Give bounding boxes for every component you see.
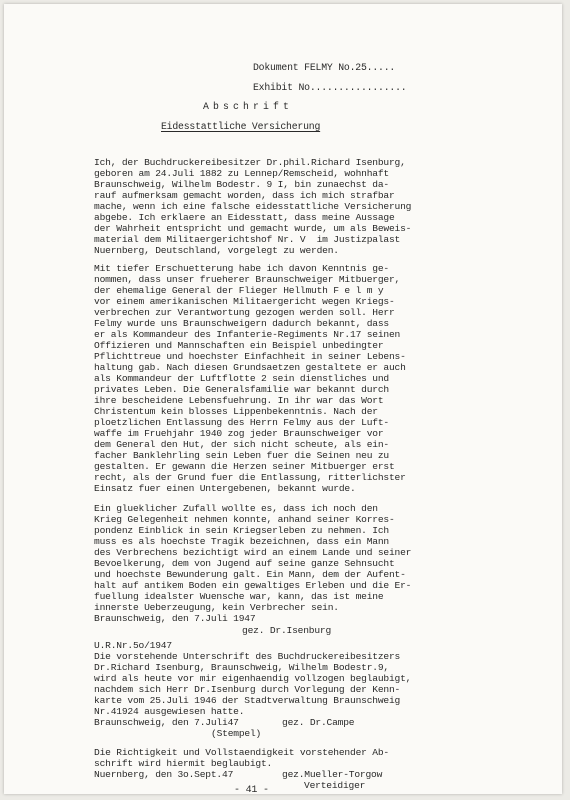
paragraph-line: dem General den Hut, der sich nicht scheute, als ein- — [94, 439, 389, 450]
dokument-fill: ..... — [366, 62, 396, 73]
paragraph-line: als Kommandeur der Luftflotte 2 sein dienstliches und — [94, 373, 389, 384]
paragraph-line: mache, wenn ich eine falsche eidesstattliche Versicherung — [94, 201, 412, 212]
ur-number: U.R.Nr.5o/1947 — [94, 640, 172, 651]
paragraph-line: Ein glueklicher Zufall wollte es, dass ich noch den — [94, 503, 378, 514]
signoff-place-date: Braunschweig, den 7.Juli 1947 — [94, 613, 256, 624]
paragraph-line: Pflichttreue und hoechster Einfachheit in seiner Lebens- — [94, 351, 406, 362]
paragraph-line: nommen, dass unser frueherer Braunschweiger Mitbuerger, — [94, 274, 401, 285]
paragraph-line: ploetzlichen Entlassung des Herrn Felmy aus der Luft- — [94, 417, 389, 428]
document-page — [4, 4, 562, 794]
final-place-date: Nuernberg, den 3o.Sept.47 — [94, 769, 234, 780]
paragraph-line: Felmy wurde uns Braunschweigern dadurch bekannt, dass — [94, 318, 389, 329]
final-signature: gez.Mueller-Torgow — [282, 769, 383, 780]
paragraph-line: vor einem amerikanischen Militaergericht wegen Kriegs- — [94, 296, 395, 307]
exhibit-fill: ................ — [315, 82, 407, 93]
paragraph-line: er als Kommandeur des Infanterie-Regiments Nr.17 seinen — [94, 329, 401, 340]
paragraph-line: Braunschweig, Wilhelm Bodestr. 9 I, bin zunaechst da- — [94, 179, 389, 190]
certification-line: Nr.41924 ausgewiesen hatte. — [94, 706, 245, 717]
paragraph-line: der ehemalige General der Flieger Hellmuth F e l m y — [94, 285, 384, 296]
paragraph-line: gestalten. Er gewann die Herzen seiner Mitbuerger erst — [94, 461, 395, 472]
paragraph-line: der Wahrheit entspricht und gemacht wurde, um als Beweis- — [94, 223, 412, 234]
paragraph-line: Offizieren und Mannschaften ein Beispiel unbedingter — [94, 340, 384, 351]
paragraph-line: Einsatz fuer einen Untergebenen, bekannt wurde. — [94, 483, 356, 494]
dokument-number: 25 — [355, 62, 367, 73]
document-subtitle: Eidesstattliche Versicherung — [161, 121, 321, 132]
paragraph-line: recht, als der Grund fuer die Entlassung, ritterlichster — [94, 472, 406, 483]
cert-signature: gez. Dr.Campe — [282, 717, 355, 728]
paragraph-line: des Verbrechens bezichtigt wird an einem Lande und seiner — [94, 547, 412, 558]
paragraph-line: innerste Ueberzeugung, kein Verbrecher sein. — [94, 602, 339, 613]
final-line: schrift wird hiermit beglaubigt. — [94, 758, 273, 769]
paragraph-line: geboren am 24.Juli 1882 zu Lennep/Remscheid, wohnhaft — [94, 168, 389, 179]
paragraph-line: Krieg Gelegenheit nehmen konnte, anhand seiner Korres- — [94, 514, 395, 525]
certification-line: nachdem sich Herr Dr.Isenburg durch Vorlegung der Kenn- — [94, 684, 401, 695]
paragraph-line: Ich, der Buchdruckereibesitzer Dr.phil.Richard Isenburg, — [94, 157, 406, 168]
cert-stamp: (Stempel) — [211, 728, 262, 739]
paragraph-line: abgebe. Ich erklaere an Eidesstatt, dass meine Aussage — [94, 212, 395, 223]
certification-line: Dr.Richard Isenburg, Braunschweig, Wilhelm Bodestr.9, — [94, 662, 389, 673]
exhibit-number-line — [253, 83, 406, 93]
dokument-label: Dokument FELMY No. — [253, 62, 356, 73]
page-content — [4, 4, 562, 794]
paragraph-line: material dem Militaergerichtshof Nr. V im Justizpalast — [94, 234, 401, 245]
page-number: - 41 - — [234, 785, 269, 794]
paragraph-line: haltung gab. Nach diesen Grundsaetzen gestaltete er auch — [94, 362, 406, 373]
certification-line: wird als heute vor mir eigenhaendig vollzogen beglaubigt, — [94, 673, 412, 684]
certification-line: karte vom 25.Juli 1946 der Stadtverwaltung Braunschweig — [94, 695, 401, 706]
paragraph-line: fuellung idealster Wuensche war, kann, das ist meine — [94, 591, 384, 602]
certification-line: Die vorstehende Unterschrift des Buchdruckereibesitzers — [94, 651, 401, 662]
paragraph-line: waffe im Fruehjahr 1940 zog jeder Braunschweiger vor — [94, 428, 384, 439]
document-title: Abschrift — [203, 101, 293, 112]
paragraph-line: ihre bescheidene Lebensfuehrung. In ihr war das Wort — [94, 395, 384, 406]
paragraph-line: verbrechen zur Verantwortung gezogen werden soll. Herr — [94, 307, 395, 318]
paragraph-line: facher Banklehrling sein Leben fuer die Seinen neu zu — [94, 450, 389, 461]
paragraph-line: muss es als hoechste Tragik bezeichnen, dass ein Mann — [94, 536, 389, 547]
paragraph-line: Nuernberg, Deutschland, vorgelegt zu werden. — [94, 245, 339, 256]
paragraph-line: und hoechste Bewunderung galt. Ein Mann, dem der Aufent- — [94, 569, 406, 580]
paragraph-line: pondenz Einblick in sein Kriegserleben zu nehmen. Ich — [94, 525, 389, 536]
exhibit-label: Exhibit No. — [253, 82, 316, 93]
signoff-signature: gez. Dr.Isenburg — [242, 625, 332, 636]
paragraph-line: privates Leben. Die Generalsfamilie war bekannt durch — [94, 384, 389, 395]
final-role: Verteidiger — [304, 780, 366, 791]
paragraph-line: rauf aufmerksam gemacht worden, dass ich mich strafbar — [94, 190, 395, 201]
paragraph-line: Christentum kein blosses Lippenbekenntnis. Nach der — [94, 406, 378, 417]
paragraph-line: Mit tiefer Erschuetterung habe ich davon Kenntnis ge- — [94, 263, 389, 274]
paragraph-line: halt auf antikem Boden ein gewaltiges Erleben und die Er- — [94, 580, 412, 591]
paragraph-line: Bevoelkerung, dem von Jugend auf seine ganze Sehnsucht — [94, 558, 395, 569]
cert-place-date: Braunschweig, den 7.Juli47 — [94, 717, 239, 728]
final-line: Die Richtigkeit und Vollstaendigkeit vorstehender Ab- — [94, 747, 389, 758]
dokument-number-line — [253, 63, 395, 73]
